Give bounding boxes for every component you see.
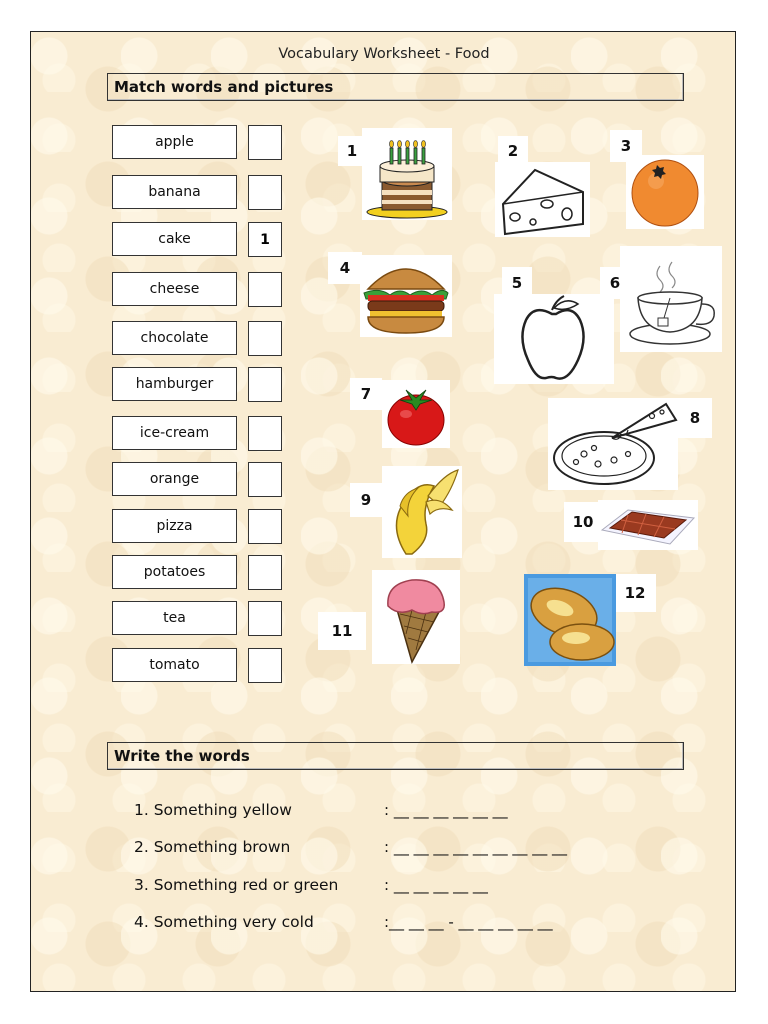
section-match-header: Match words and pictures — [107, 73, 684, 101]
picture-number-12: 12 — [614, 574, 656, 612]
picture-number-7: 7 — [350, 378, 382, 410]
orange-icon — [626, 155, 704, 229]
picture-number-1: 1 — [338, 136, 366, 166]
answer-box-cake[interactable]: 1 — [248, 222, 282, 257]
question-2: 2. Something brown — [134, 838, 291, 856]
answer-blank-4[interactable]: :__ __ __ - __ __ __ __ __ — [384, 913, 553, 931]
answer-box-ice-cream[interactable] — [248, 416, 282, 451]
ice-cream-icon — [372, 570, 460, 664]
answer-blank-3[interactable]: : __ __ __ __ __ — [384, 876, 488, 894]
word-ice-cream: ice-cream — [112, 416, 237, 450]
picture-number-2: 2 — [498, 136, 528, 166]
word-tea: tea — [112, 601, 237, 635]
answer-box-apple[interactable] — [248, 125, 282, 160]
cake-icon — [362, 128, 452, 220]
potatoes-icon — [524, 574, 616, 666]
answer-box-tomato[interactable] — [248, 648, 282, 683]
answer-blank-1[interactable]: : __ __ __ __ __ __ — [384, 801, 508, 819]
picture-number-8: 8 — [678, 398, 712, 438]
pizza-icon — [548, 398, 678, 490]
answer-box-cheese[interactable] — [248, 272, 282, 307]
tomato-icon — [382, 380, 450, 448]
picture-number-9: 9 — [350, 483, 382, 517]
picture-number-4: 4 — [328, 252, 362, 284]
cheese-icon — [495, 162, 590, 237]
picture-number-11: 11 — [318, 612, 366, 650]
word-hamburger: hamburger — [112, 367, 237, 401]
word-pizza: pizza — [112, 509, 237, 543]
question-3: 3. Something red or green — [134, 876, 339, 894]
worksheet-title: Vocabulary Worksheet - Food — [278, 46, 490, 62]
word-chocolate: chocolate — [112, 321, 237, 355]
apple-icon — [494, 294, 614, 384]
answer-box-banana[interactable] — [248, 175, 282, 210]
picture-number-10: 10 — [564, 502, 602, 542]
answer-box-pizza[interactable] — [248, 509, 282, 544]
picture-number-3: 3 — [610, 130, 642, 162]
word-tomato: tomato — [112, 648, 237, 682]
answer-box-potatoes[interactable] — [248, 555, 282, 590]
answer-blank-2[interactable]: : __ __ __ __ __ __ __ __ __ — [384, 838, 567, 856]
word-apple: apple — [112, 125, 237, 159]
word-cheese: cheese — [112, 272, 237, 306]
picture-number-5: 5 — [502, 267, 532, 299]
word-orange: orange — [112, 462, 237, 496]
answer-box-orange[interactable] — [248, 462, 282, 497]
word-cake: cake — [112, 222, 237, 256]
question-4: 4. Something very cold — [134, 913, 314, 931]
answer-box-chocolate[interactable] — [248, 321, 282, 356]
question-1: 1. Something yellow — [134, 801, 292, 819]
picture-number-6: 6 — [600, 267, 630, 299]
section-write-header: Write the words — [107, 742, 684, 770]
answer-box-hamburger[interactable] — [248, 367, 282, 402]
banana-icon — [382, 466, 462, 558]
word-banana: banana — [112, 175, 237, 209]
chocolate-icon — [598, 500, 698, 550]
hamburger-icon — [360, 255, 452, 337]
word-potatoes: potatoes — [112, 555, 237, 589]
answer-box-tea[interactable] — [248, 601, 282, 636]
tea-icon — [620, 246, 722, 352]
